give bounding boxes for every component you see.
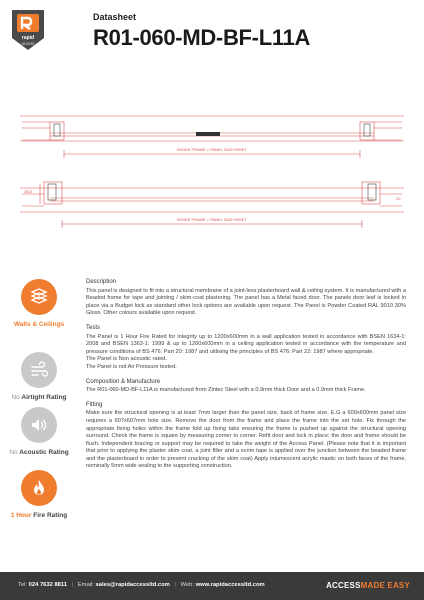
dimension-a-label: 28.8	[24, 189, 32, 194]
rapid-access-logo	[9, 8, 47, 52]
technical-drawing	[10, 100, 414, 240]
tel-label: Tel:	[18, 582, 28, 588]
web-link[interactable]: www.rapidaccessltd.com	[195, 582, 265, 588]
fitting-text: Make sure the structural opening is at least 7mm larger than the panel size, back of frame size. E.G a 600x600mm panel size requires a 607x607mm hole size. Remove the door from the frame and place the frame into the set hole. Fix through the appropriate fixing holes within the frame fold up fixing tabs ensuring the frame is pushed up against the structural opening surround. Check the frame is square by measuring corner to corner. Refit door and lock in place; the door and frame should be flush. Independent bracing or support may be required to take the weight of the Access Panel. (Please note that it is important that prior to applying the plaster skim coat, a joint filler and a scrim tape is applied over the junction between the beaded frame and the plasterboard in order to prevent cracking of the skim coat) Apply intumescent acrylic mastic on both faces of the frame, nominally 5mm wide sealing to the supporting construction.	[86, 410, 406, 470]
description-heading: Description	[86, 279, 117, 285]
svg-text:rapid: rapid	[21, 35, 35, 41]
footer-contact: Tel: 024 7632 8811 | Email: sales@rapidaccessltd.com | Web: www.rapidaccessltd.com	[18, 582, 265, 588]
rating-label-fire: 1 Hour Fire Rating	[10, 512, 68, 519]
composition-heading: Composition & Manufacture	[86, 378, 161, 385]
tel-link[interactable]: 024 7632 8811	[28, 582, 68, 588]
description-section	[86, 279, 406, 318]
datasheet-content	[86, 279, 406, 478]
fire-icon	[21, 470, 57, 506]
rating-airtight	[0, 352, 78, 401]
email-label: Email:	[77, 582, 94, 588]
composition-section	[86, 379, 406, 395]
tests-heading: Tests	[86, 324, 101, 331]
bottom-view-label: INSIDE FRAME = PANEL SIZE+INSET	[177, 217, 247, 222]
fitting-heading: Fitting	[86, 401, 103, 408]
tests-text: The Panel is 1 Hour Fire Rated for integrity up to 1200x600mm in a wall application tested in accordance with BSEN 1634-1: 2008 and BSEN 1363-1: 1999 & up to 1200x600mm in a ceiling application tested in accordance with the temperature and pressure conditions of BS 476: Part 20: 1987 and utilising the principles of BS 476: Part 22: 1987 where appropriate.	[86, 333, 406, 355]
rating-label-airtight: No Airtight Rating	[11, 394, 67, 401]
airtight-icon	[21, 352, 57, 388]
tests-air-line: The Panel is not Air Pressure tested.	[86, 363, 177, 370]
walls-ceilings-icon	[21, 279, 57, 315]
acoustic-icon	[21, 407, 57, 443]
email-link[interactable]: sales@rapidaccessltd.com	[95, 582, 170, 588]
footer	[0, 572, 424, 600]
rating-label: Walls & Ceilings	[13, 321, 65, 328]
fitting-section	[86, 402, 406, 471]
tests-acoustic-line: The Panel is Non acoustic rated.	[86, 356, 167, 363]
svg-text:access: access	[21, 41, 35, 46]
top-view-label: INSIDE FRAME = PANEL SIZE+INSET	[177, 147, 247, 152]
rating-fire	[0, 470, 78, 519]
dimension-b-label: 20	[396, 196, 401, 201]
web-label: Web:	[180, 582, 195, 588]
rating-label-acoustic: No Acoustic Rating	[9, 449, 69, 456]
rating-walls-ceilings	[0, 279, 78, 328]
composition-text: The R01-060-MD-BF-L11A is manufactured from Zintec Steel with a 0.9mm thick Door and a 0.9mm thick Frame.	[86, 387, 366, 394]
rating-acoustic	[0, 407, 78, 456]
doc-type-label: Datasheet	[93, 12, 137, 22]
footer-brand: ACCESSMADE EASY	[326, 581, 410, 590]
description-text: This panel is designed to fit into a structural membrane of a joint-less plasterboard wall & ceiling system. It is manufactured with a Beaded frame for tape and jointing / skim-coat plastering. The panel has a Metal faced door. The panels door leaf is locked in place via a Budget lock as standard other lock options are available upon request. The Panel is Powder Coated RAL 9010 30% Gloss. Other colours available upon request.	[86, 287, 406, 317]
tests-section	[86, 325, 406, 372]
page-title: R01-060-MD-BF-L11A	[93, 25, 311, 50]
